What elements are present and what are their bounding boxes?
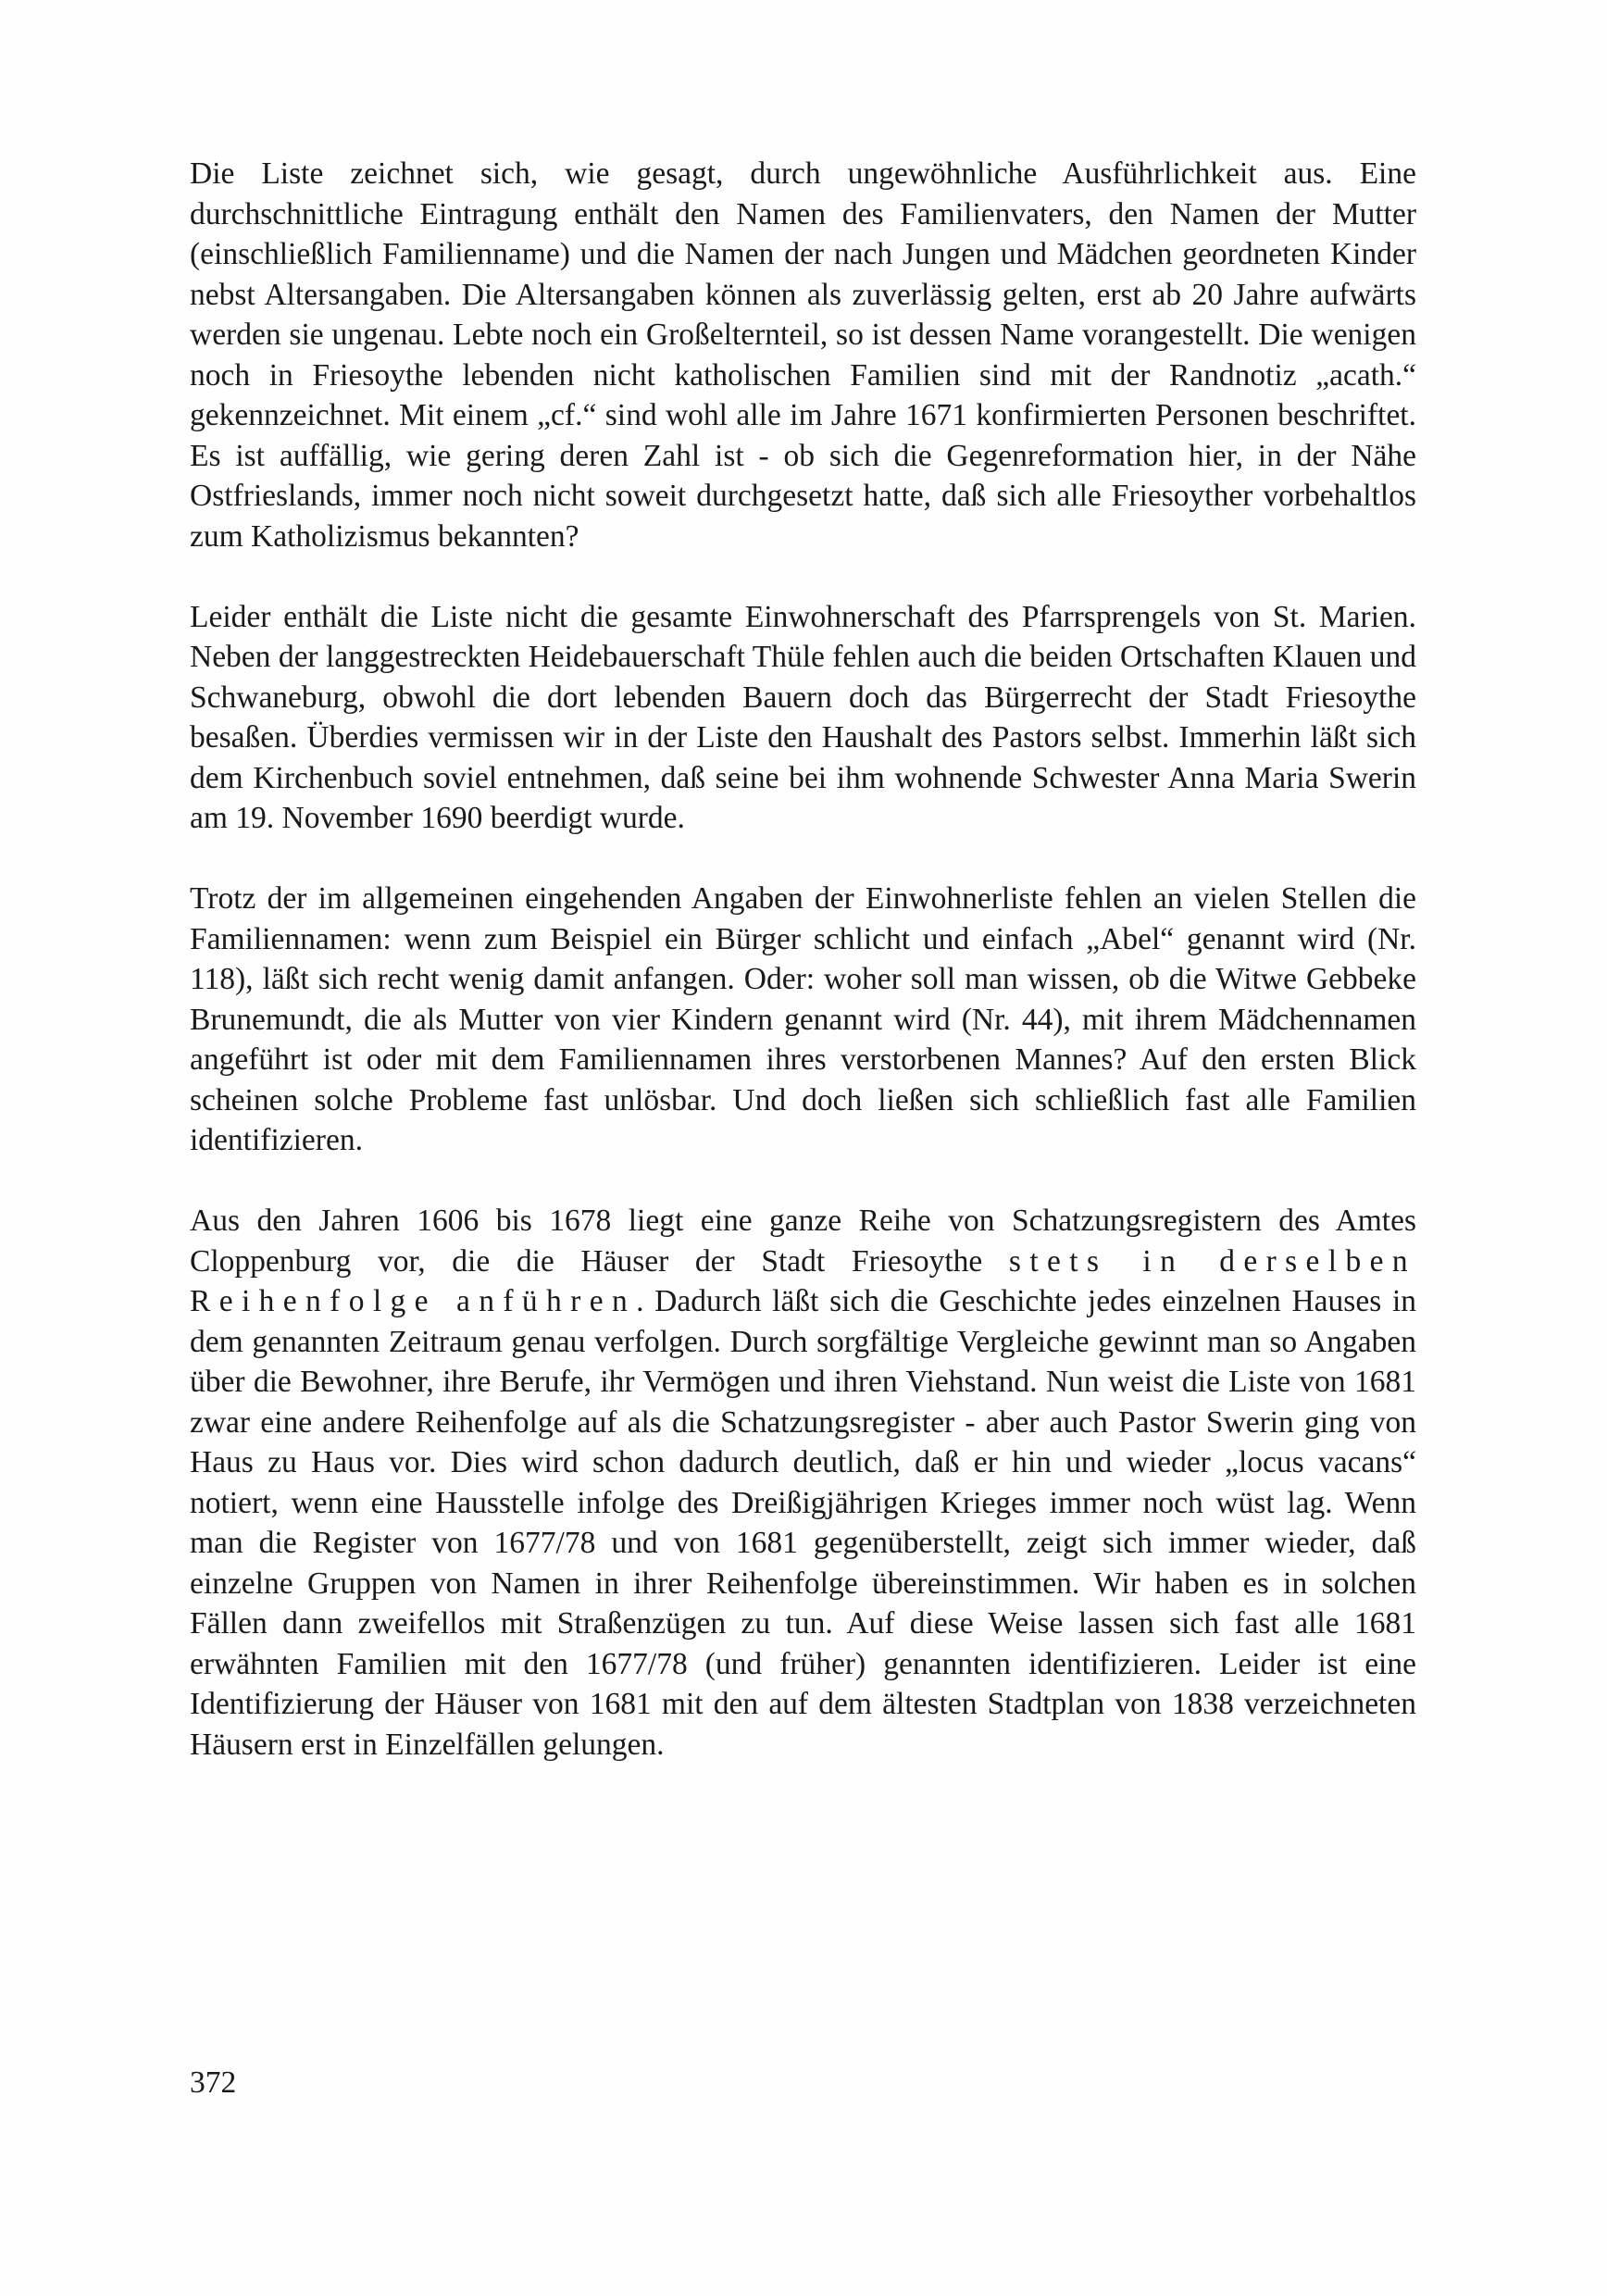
body-text bbox=[190, 154, 1416, 1765]
paragraph-4 bbox=[190, 1201, 1416, 1765]
paragraph-2: Leider enthält die Liste nicht die gesamte Einwohnerschaft des Pfarrsprengels von St. Marien. Neben der langgestreckten Heidebauerschaft Thüle fehlen auch die beiden Ortschaften Klauen und Schwaneburg, obwohl die dort lebenden Bauern doch das Bürgerrecht der Stadt Friesoythe besaßen. Überdies vermissen wir in der Liste den Haushalt des Pastors selbst. Immerhin läßt sich dem Kirchenbuch soviel entnehmen, daß seine bei ihm wohnende Schwester Anna Maria Swerin am 19. November 1690 beerdigt wurde. bbox=[190, 599, 1416, 835]
paragraph-4-after: . Dadurch läßt sich die Geschichte jedes einzelnen Hauses in dem genannten Zeitraum genau verfolgen. Durch sorgfältige Vergleiche gewinnt man so Angaben über die Bewohner, ihre Berufe, ihr Vermögen und ihren Viehstand. Nun weist die Liste von 1681 zwar eine andere Reihenfolge auf als die Schatzungsregister - aber auch Pastor Swerin ging von Haus zu Haus vor. Dies wird schon dadurch deutlich, daß er hin und wieder „locus vacans“ notiert, wenn eine Hausstelle infolge des Dreißigjährigen Krieges immer noch wüst lag. Wenn man die Register von 1677/78 und von 1681 gegenüberstellt, zeigt sich immer wieder, daß einzelne Gruppen von Namen in ihrer Reihenfolge übereinstimmen. Wir haben es in solchen Fällen dann zweifellos mit Straßenzügen zu tun. Auf diese Weise lassen sich fast alle 1681 erwähnten Familien mit den 1677/78 (und früher) genannten identifizieren. Leider ist eine Identifizierung der Häuser von 1681 mit den auf dem ältesten Stadtplan von 1838 verzeichneten Häusern erst in Einzelfällen gelungen. bbox=[190, 1284, 1417, 1762]
paragraph-3: Trotz der im allgemeinen eingehenden Angaben der Einwohnerliste fehlen an vielen Stellen die Familiennamen: wenn zum Beispiel ein Bürger schlicht und einfach „Abel“ genannt wird (Nr. 118), läßt sich recht wenig damit anfangen. Oder: woher soll man wissen, ob die Witwe Gebbeke Brunemundt, die als Mutter von vier Kindern genannt wird (Nr. 44), mit ihrem Mädchennamen angeführt ist oder mit dem Familiennamen ihres verstorbenen Mannes? Auf den ersten Blick scheinen solche Probleme fast unlösbar. Und doch ließen sich schließlich fast alle Familien identifizieren. bbox=[190, 881, 1416, 1157]
paragraph-4-before: Aus den Jahren 1606 bis 1678 liegt eine ganze Reihe von Schatzungsregistern des Amtes Cloppenburg vor, die die Häuser der Stadt Friesoythe bbox=[190, 1204, 1416, 1279]
paragraph-4-emphasis: stets in derselben Reihenfolge anführen bbox=[190, 1243, 1416, 1318]
page-number: 372 bbox=[190, 2065, 237, 2100]
paragraph-1: Die Liste zeichnet sich, wie gesagt, durch ungewöhnliche Ausführlichkeit aus. Eine durchschnittliche Eintragung enthält den Namen des Familienvaters, den Namen der Mutter (einschließlich Familienname) und die Namen der nach Jungen und Mädchen geordneten Kinder nebst Altersangaben. Die Altersangaben können als zuverlässig gelten, erst ab 20 Jahre aufwärts werden sie ungenau. Lebte noch ein Großelternteil, so ist dessen Name vorangestellt. Die wenigen noch in Friesoythe lebenden nicht katholischen Familien sind mit der Randnotiz „acath.“ gekennzeichnet. Mit einem „cf.“ sind wohl alle im Jahre 1671 konfirmierten Personen beschriftet. Es ist auffällig, wie gering deren Zahl ist - ob sich die Gegenreformation hier, in der Nähe Ostfrieslands, immer noch nicht soweit durchgesetzt hatte, daß sich alle Friesoyther vorbehaltlos zum Katholizismus bekannten? bbox=[190, 156, 1416, 554]
